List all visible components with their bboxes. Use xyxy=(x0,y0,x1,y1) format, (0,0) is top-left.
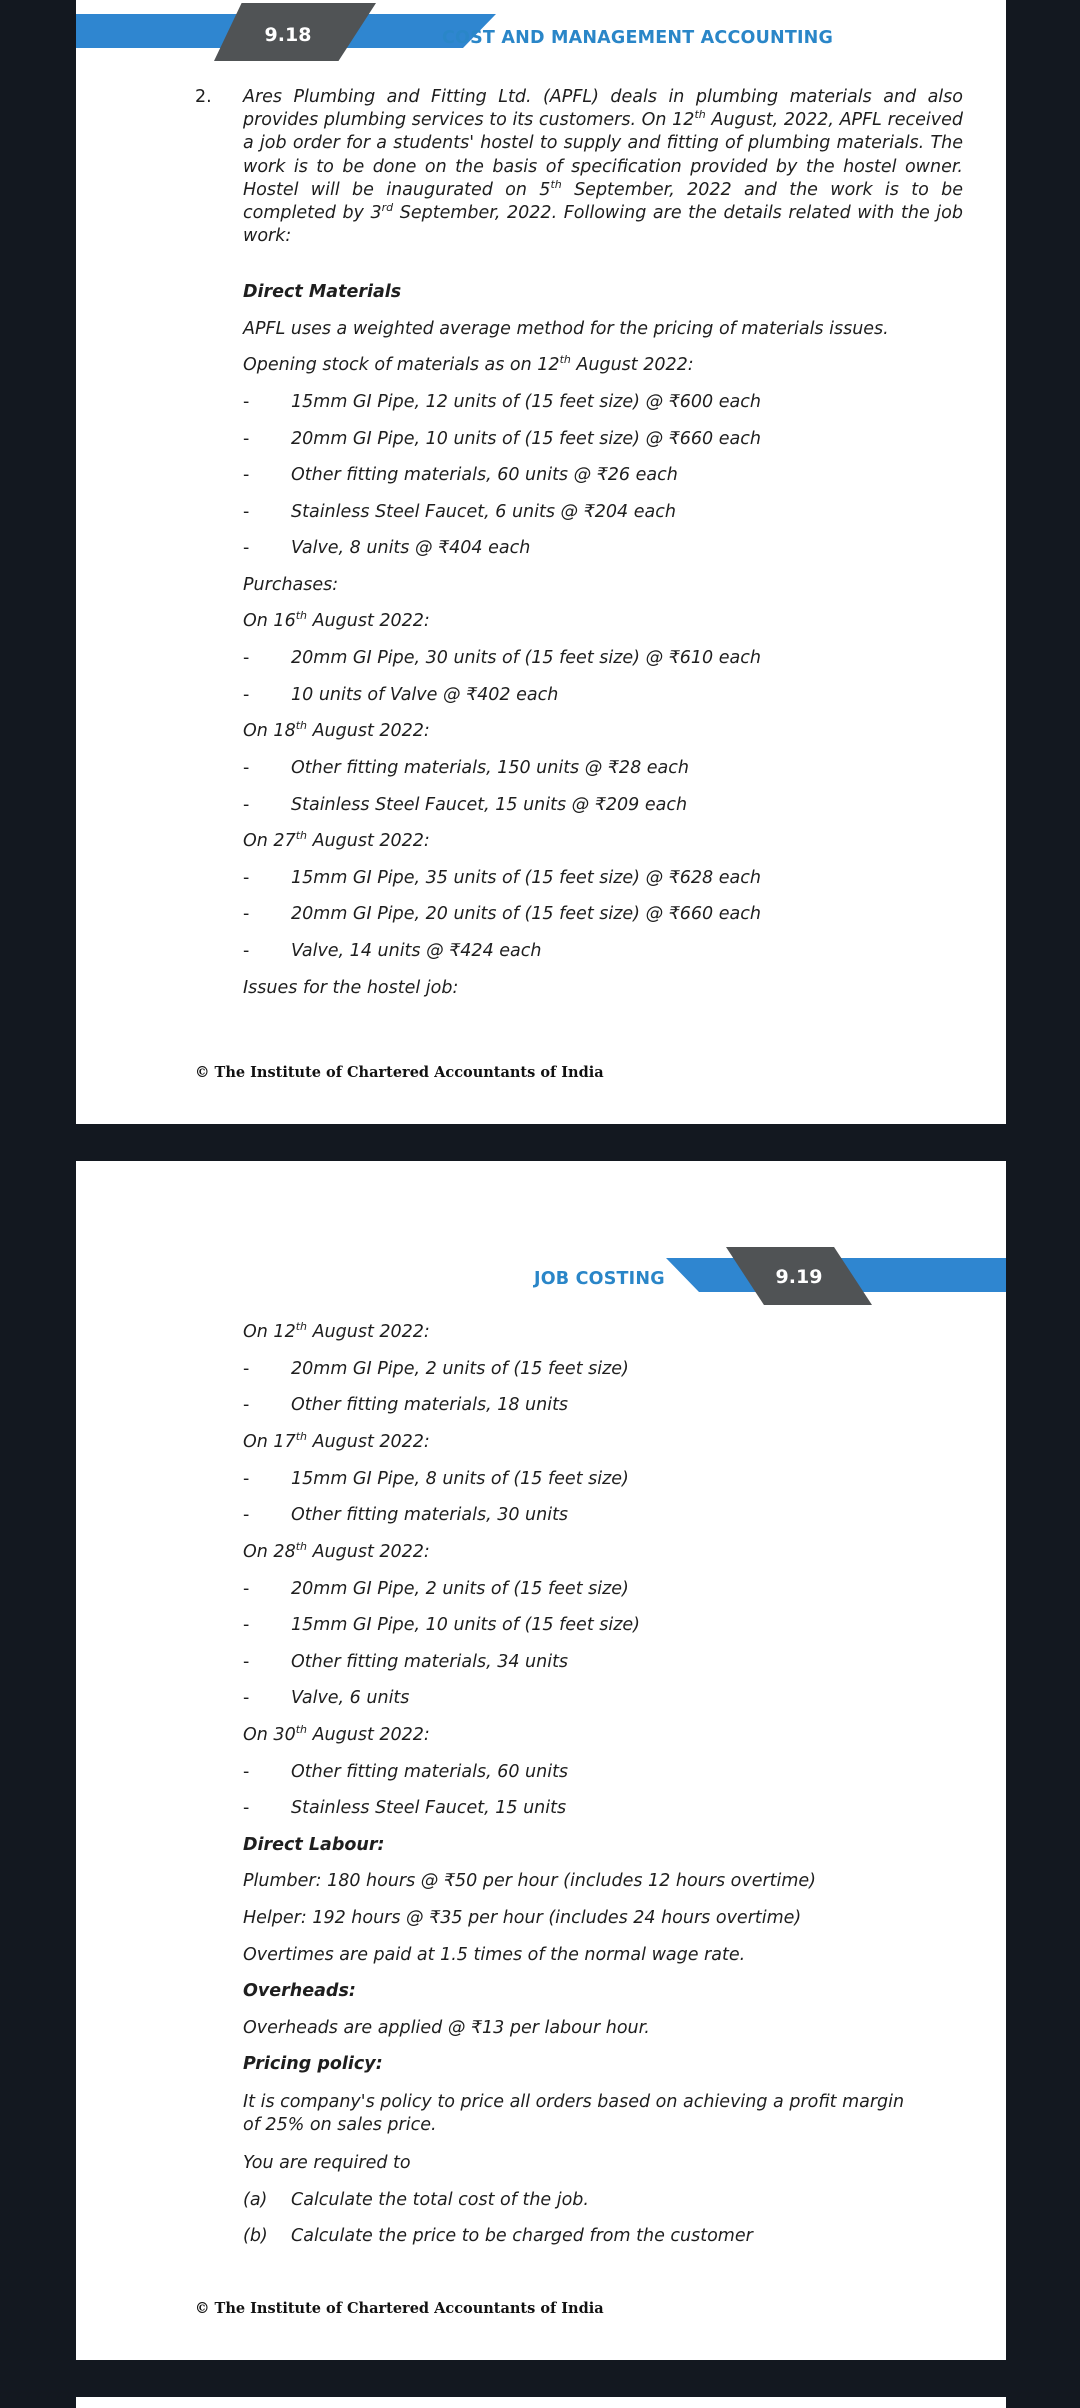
helper-rate: Helper: 192 hours @ ₹35 per hour (includes 24 hours overtime) xyxy=(243,1908,802,1928)
list-item: Stainless Steel Faucet, 6 units @ ₹204 each xyxy=(291,502,676,522)
list-item: 10 units of Valve @ ₹402 each xyxy=(291,685,559,705)
list-dash: - xyxy=(243,904,250,924)
list-dash: - xyxy=(243,1505,250,1525)
list-dash: - xyxy=(243,941,250,961)
question-paragraph: Ares Plumbing and Fitting Ltd. (APFL) deals in plumbing materials and also provides plumbing services to its customers. On 12th August, 2022, APFL received a job order for a students' hostel to supply and fitting of plumbing materials. The work is to be done on the basis of specification provided by the hostel owner. Hostel will be inaugurated on 5th September, 2022 and the work is to be completed by 3rd September, 2022. Following are the details related with the job work: xyxy=(243,87,964,247)
list-dash: - xyxy=(243,868,250,888)
list-dash: - xyxy=(243,1615,250,1635)
section-heading-direct-labour: Direct Labour: xyxy=(243,1835,385,1855)
requirement-text: Calculate the price to be charged from the customer xyxy=(291,2226,753,2246)
pricing-policy-text: It is company's policy to price all orders based on achieving a profit margin of 25% on sales price. xyxy=(243,2092,905,2136)
overtime-text: Overtimes are paid at 1.5 times of the normal wage rate. xyxy=(243,1945,746,1965)
list-item: 20mm GI Pipe, 30 units of (15 feet size) @ ₹610 each xyxy=(291,648,761,668)
page-number: 9.19 xyxy=(775,1266,823,1288)
plumber-rate: Plumber: 180 hours @ ₹50 per hour (includes 12 hours overtime) xyxy=(243,1871,817,1891)
list-item: Other fitting materials, 30 units xyxy=(291,1505,569,1525)
list-item: Stainless Steel Faucet, 15 units xyxy=(291,1798,567,1818)
list-dash: - xyxy=(243,1762,250,1782)
requirement-label: (a) xyxy=(243,2190,268,2210)
running-head: COST AND MANAGEMENT ACCOUNTING xyxy=(442,28,834,48)
list-item: Other fitting materials, 60 units @ ₹26 each xyxy=(291,465,678,485)
list-dash: - xyxy=(243,758,250,778)
list-item: Other fitting materials, 18 units xyxy=(291,1395,569,1415)
date-heading: On 18th August 2022: xyxy=(243,719,430,741)
requirement-label: (b) xyxy=(243,2226,268,2246)
section-heading-pricing-policy: Pricing policy: xyxy=(243,2054,383,2074)
document-page-9-19 xyxy=(76,1161,1006,2360)
list-item: 20mm GI Pipe, 2 units of (15 feet size) xyxy=(291,1359,629,1379)
overheads-text: Overheads are applied @ ₹13 per labour hour. xyxy=(243,2018,650,2038)
list-dash: - xyxy=(243,502,250,522)
date-heading: On 12th August 2022: xyxy=(243,1320,430,1342)
list-item: Other fitting materials, 60 units xyxy=(291,1762,569,1782)
list-dash: - xyxy=(243,648,250,668)
list-dash: - xyxy=(243,795,250,815)
question-number: 2. xyxy=(195,87,212,107)
list-dash: - xyxy=(243,538,250,558)
list-item: 15mm GI Pipe, 35 units of (15 feet size) @ ₹628 each xyxy=(291,868,761,888)
list-item: 15mm GI Pipe, 10 units of (15 feet size) xyxy=(291,1615,641,1635)
list-item: 15mm GI Pipe, 8 units of (15 feet size) xyxy=(291,1469,629,1489)
section-heading-overheads: Overheads: xyxy=(243,1981,356,2001)
requirement-text: Calculate the total cost of the job. xyxy=(291,2190,589,2210)
page-footer: © The Institute of Chartered Accountants of India xyxy=(195,2300,604,2317)
list-dash: - xyxy=(243,1798,250,1818)
list-item: Stainless Steel Faucet, 15 units @ ₹209 each xyxy=(291,795,688,815)
issues-heading: Issues for the hostel job: xyxy=(243,978,459,998)
pricing-method-text: APFL uses a weighted average method for the pricing of materials issues. xyxy=(243,319,889,339)
opening-stock-heading: Opening stock of materials as on 12th August 2022: xyxy=(243,353,694,375)
list-dash: - xyxy=(243,429,250,449)
page-footer: © The Institute of Chartered Accountants of India xyxy=(195,1064,604,1081)
list-dash: - xyxy=(243,1652,250,1672)
list-dash: - xyxy=(243,1688,250,1708)
date-heading: On 28th August 2022: xyxy=(243,1540,430,1562)
page-number: 9.18 xyxy=(264,24,312,46)
list-dash: - xyxy=(243,1579,250,1599)
date-heading: On 30th August 2022: xyxy=(243,1723,430,1745)
list-dash: - xyxy=(243,685,250,705)
section-heading-direct-materials: Direct Materials xyxy=(243,282,402,302)
date-heading: On 16th August 2022: xyxy=(243,609,430,631)
list-item: 20mm GI Pipe, 2 units of (15 feet size) xyxy=(291,1579,629,1599)
list-item: Other fitting materials, 34 units xyxy=(291,1652,569,1672)
list-item: 15mm GI Pipe, 12 units of (15 feet size) @ ₹600 each xyxy=(291,392,761,412)
purchases-heading: Purchases: xyxy=(243,575,339,595)
list-item: 20mm GI Pipe, 20 units of (15 feet size) @ ₹660 each xyxy=(291,904,761,924)
next-page-edge xyxy=(76,2397,1006,2408)
list-item: Valve, 6 units xyxy=(291,1688,410,1708)
list-item: Other fitting materials, 150 units @ ₹28 each xyxy=(291,758,689,778)
list-dash: - xyxy=(243,1469,250,1489)
list-item: Valve, 14 units @ ₹424 each xyxy=(291,941,542,961)
date-heading: On 27th August 2022: xyxy=(243,829,430,851)
list-item: 20mm GI Pipe, 10 units of (15 feet size) @ ₹660 each xyxy=(291,429,761,449)
date-heading: On 17th August 2022: xyxy=(243,1430,430,1452)
document-page-9-18 xyxy=(76,0,1006,1124)
running-head: JOB COSTING xyxy=(534,1269,665,1289)
list-item: Valve, 8 units @ ₹404 each xyxy=(291,538,531,558)
required-heading: You are required to xyxy=(243,2153,411,2173)
list-dash: - xyxy=(243,1395,250,1415)
list-dash: - xyxy=(243,392,250,412)
list-dash: - xyxy=(243,1359,250,1379)
list-dash: - xyxy=(243,465,250,485)
